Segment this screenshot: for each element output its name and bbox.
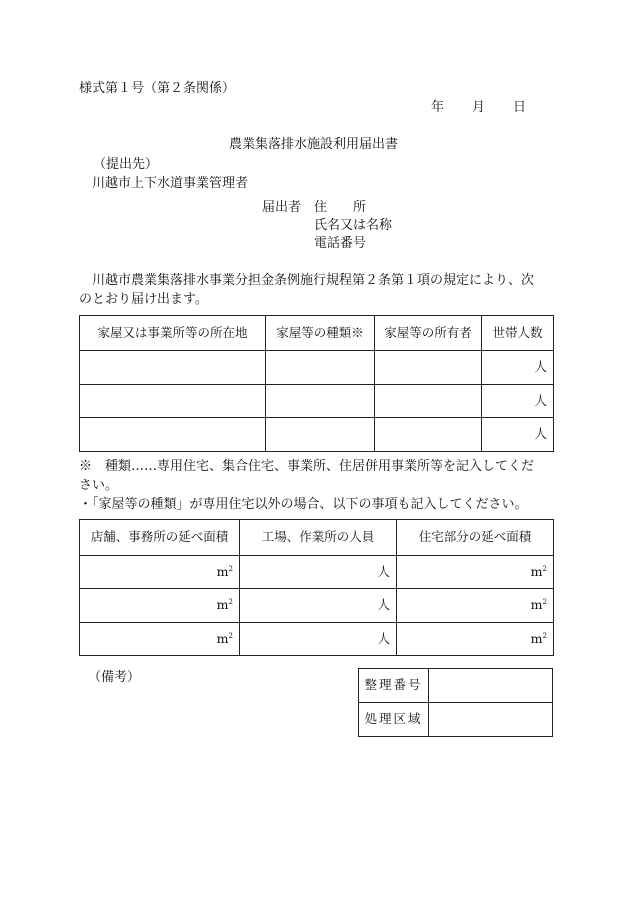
recipient-name: 川越市上下水道事業管理者 bbox=[92, 176, 249, 191]
unit-superscript: 2 bbox=[228, 631, 233, 640]
unit-person: 人 bbox=[534, 359, 547, 375]
location-cell[interactable] bbox=[80, 418, 266, 452]
body-text-line1: 川越市農業集落排水事業分担金条例施行規程第２条第１項の規定により、次 bbox=[92, 273, 535, 288]
body-text-line2: のとおり届け出ます。 bbox=[79, 292, 208, 307]
table-row bbox=[359, 669, 553, 703]
unit-person: 人 bbox=[377, 563, 390, 579]
unit-square-meter: m bbox=[530, 597, 543, 613]
applicant-phone-label: 電話番号 bbox=[314, 236, 367, 251]
unit-superscript: 2 bbox=[542, 598, 547, 607]
unit-square-meter: m bbox=[530, 630, 543, 646]
factory-staff-cell[interactable] bbox=[240, 556, 397, 589]
form-title: 農業集落排水施設利用届出書 bbox=[229, 137, 399, 152]
unit-person: 人 bbox=[377, 630, 390, 646]
owner-cell[interactable] bbox=[375, 385, 482, 418]
factory-staff-cell[interactable] bbox=[240, 589, 397, 623]
owner-cell[interactable] bbox=[375, 418, 482, 452]
unit-superscript: 2 bbox=[542, 564, 547, 573]
unit-square-meter: m bbox=[216, 563, 229, 579]
table-row bbox=[80, 418, 554, 452]
shop-area-cell[interactable] bbox=[80, 623, 240, 656]
unit-superscript: 2 bbox=[228, 564, 233, 573]
table-row bbox=[80, 385, 554, 418]
unit-square-meter: m bbox=[216, 597, 229, 613]
unit-superscript: 2 bbox=[228, 598, 233, 607]
unit-person: 人 bbox=[534, 426, 547, 442]
header-building-type: 家屋等の種類※ bbox=[266, 316, 375, 351]
remarks-label: （備考） bbox=[88, 670, 141, 685]
property-table bbox=[79, 315, 554, 452]
header-shop-area: 店舗、事務所の延べ面積 bbox=[80, 520, 240, 556]
area-table-header bbox=[80, 520, 554, 556]
unit-square-meter: m bbox=[530, 563, 543, 579]
unit-person: 人 bbox=[377, 597, 390, 613]
building-type-cell[interactable] bbox=[266, 351, 375, 385]
table-row bbox=[80, 351, 554, 385]
residential-area-cell[interactable] bbox=[397, 623, 554, 656]
shop-area-cell[interactable] bbox=[80, 556, 240, 589]
date-year: 年 bbox=[431, 100, 445, 115]
owner-cell[interactable] bbox=[375, 351, 482, 385]
reference-number-label: 整理番号 bbox=[359, 669, 429, 703]
date-day: 日 bbox=[513, 100, 527, 115]
shop-area-cell[interactable] bbox=[80, 589, 240, 623]
form-number: 様式第１号（第２条関係） bbox=[79, 81, 236, 96]
note-types-line2: さい。 bbox=[79, 478, 119, 493]
date-month: 月 bbox=[472, 100, 486, 115]
applicant-name-label: 氏名又は名称 bbox=[314, 218, 393, 233]
note-non-residential: ・「家屋等の種類」が専用住宅以外の場合、以下の事項も記入してください。 bbox=[79, 497, 528, 512]
household-size-cell[interactable] bbox=[482, 351, 554, 385]
residential-area-cell[interactable] bbox=[397, 589, 554, 623]
applicant-address-label: 住 所 bbox=[314, 200, 367, 215]
table-row bbox=[80, 589, 554, 623]
household-size-cell[interactable] bbox=[482, 418, 554, 452]
applicant-label: 届出者 bbox=[262, 200, 302, 215]
building-type-cell[interactable] bbox=[266, 418, 375, 452]
area-table bbox=[79, 519, 554, 656]
unit-person: 人 bbox=[534, 392, 547, 408]
location-cell[interactable] bbox=[80, 385, 266, 418]
header-owner: 家屋等の所有者 bbox=[375, 316, 482, 351]
table-row bbox=[80, 623, 554, 656]
residential-area-cell[interactable] bbox=[397, 556, 554, 589]
location-cell[interactable] bbox=[80, 351, 266, 385]
note-types-line1: ※ 種類……専用住宅、集合住宅、事業所、住居併用事業所等を記入してくだ bbox=[79, 459, 535, 474]
property-table-header bbox=[80, 316, 554, 351]
household-size-cell[interactable] bbox=[482, 385, 554, 418]
processing-area-cell[interactable] bbox=[429, 703, 553, 737]
unit-superscript: 2 bbox=[542, 631, 547, 640]
header-factory-staff: 工場、作業所の人員 bbox=[240, 520, 397, 556]
processing-area-label: 処理区域 bbox=[359, 703, 429, 737]
building-type-cell[interactable] bbox=[266, 385, 375, 418]
office-use-table bbox=[358, 668, 553, 737]
header-household-size: 世帯人数 bbox=[482, 316, 554, 351]
recipient-label: （提出先） bbox=[93, 157, 159, 172]
header-location: 家屋又は事業所等の所在地 bbox=[80, 316, 266, 351]
factory-staff-cell[interactable] bbox=[240, 623, 397, 656]
reference-number-cell[interactable] bbox=[429, 669, 553, 703]
table-row bbox=[359, 703, 553, 737]
table-row bbox=[80, 556, 554, 589]
unit-square-meter: m bbox=[216, 630, 229, 646]
header-residential-area: 住宅部分の延べ面積 bbox=[397, 520, 554, 556]
